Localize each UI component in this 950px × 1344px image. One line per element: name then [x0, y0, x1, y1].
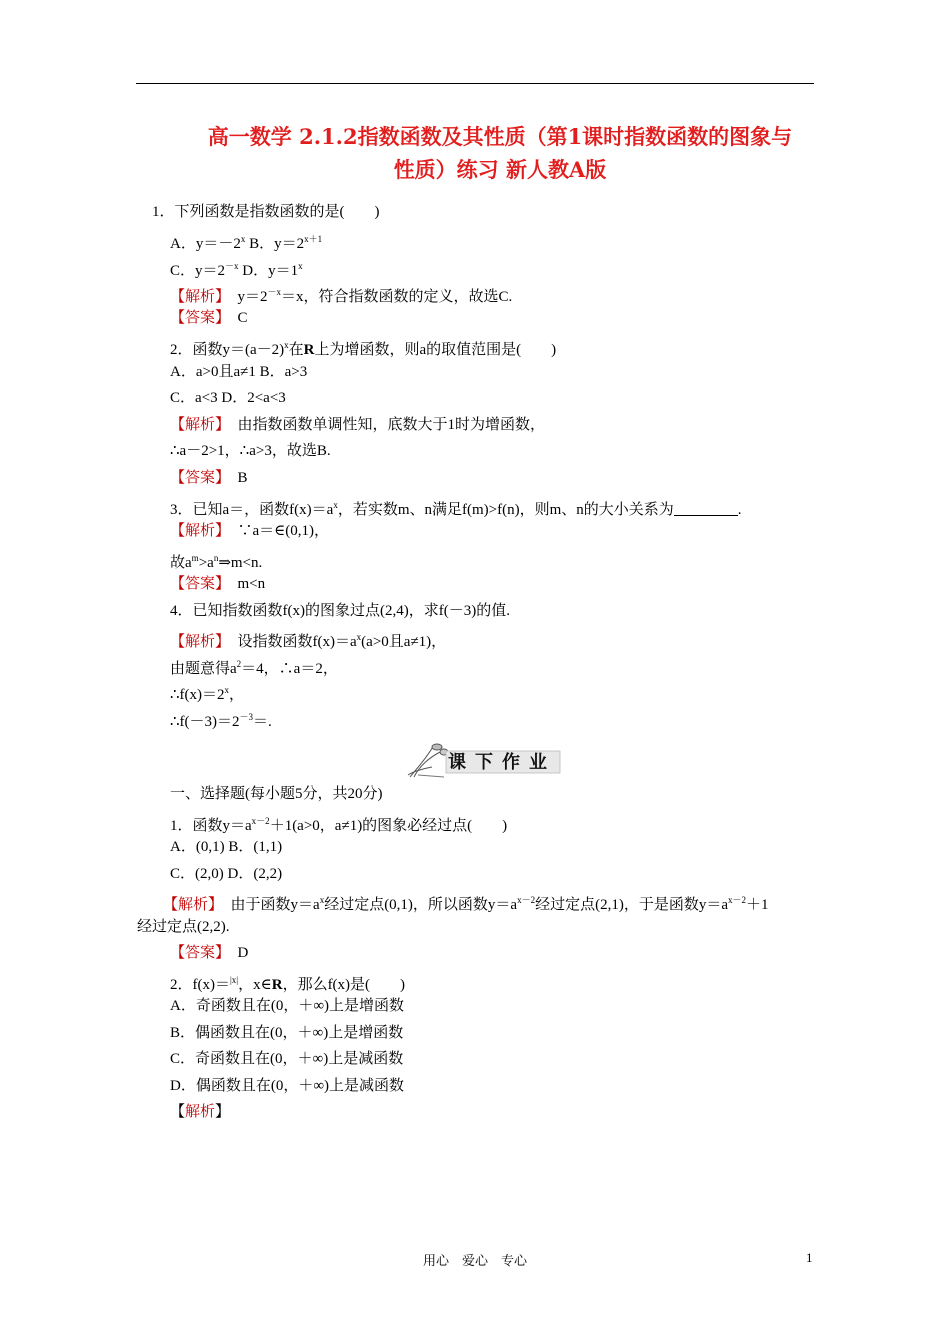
- title-line-1: 高一数学 2.1.2指数函数及其性质（第1课时指数函数的图象与: [207, 124, 793, 149]
- q2-stem: 2．函数$y=(a-2)^x$在R上为增函数，则a的取值范围是( ): [170, 340, 557, 358]
- p2-option-b: B．偶函数且在(0，＋∞)上是增函数: [170, 1025, 404, 1041]
- p1-options-ab: A．(0,1) B．(1,1): [170, 839, 283, 855]
- q1-stem: 1．下列函数是指数函数的是( ): [152, 204, 380, 220]
- p2-stem: 2．f(x)＝$^{|x|}$，x∈R，那么f(x)是( ): [170, 975, 406, 993]
- header-rule: [136, 83, 814, 84]
- analysis-tag: 【解析】: [170, 289, 223, 305]
- q3-answer: 【答案】 m<n: [170, 576, 266, 592]
- q4-analysis-3: $\therefore f(x)=2^x$，: [170, 685, 245, 703]
- q4-stem: 4．已知指数函数f(x)的图象过点(2,4)，求f(－3)的值.: [170, 603, 510, 619]
- p1-stem: 1．函数$y=a^{x-2}+1(a>0$，a≠1)的图象必经过点( ): [170, 816, 508, 834]
- q2-answer: 【答案】 B: [170, 470, 248, 486]
- p1-options-cd: C．(2,0) D．(2,2): [170, 866, 283, 882]
- analysis-tag: 【解析】: [170, 417, 223, 433]
- p1-analysis: 【解析】 由于函数$y=a^x$经过定点(0,1)，所以函数$y=a^{x-2}$经过定点(2,1)，于是函数$y=a^{x-2}+1$: [163, 895, 769, 913]
- p2-option-a: A．奇函数且在(0，＋∞)上是增函数: [170, 998, 405, 1014]
- p2-option-d: D．偶函数且在(0，＋∞)上是减函数: [170, 1078, 405, 1094]
- answer-tag: 【答案】: [170, 470, 223, 486]
- title-line-2: 性质）练习 新人教A版: [393, 157, 607, 182]
- answer-tag: 【答案】: [170, 310, 223, 326]
- p2-option-c: C．奇函数且在(0，＋∞)上是减函数: [170, 1051, 404, 1067]
- page-footer: 用心 爱心 专心: [422, 1253, 527, 1268]
- q4-analysis-4: $\therefore f(-3)=2^{-3}=$.: [170, 712, 272, 730]
- q1-analysis: 【解析】 $y=2^{-x}=x$，符合指数函数的定义，故选C.: [170, 287, 513, 305]
- p2-analysis: 【解析】: [170, 1104, 231, 1120]
- q2-options-cd: C．a<3 D．2<a<3: [170, 390, 286, 406]
- answer-tag: 【答案】: [170, 576, 223, 592]
- q3-stem: 3．已知a＝，函数$f(x)=a^x$，若实数m、n满足f(m)>f(n)，则m、n的大小关系为 .: [170, 500, 742, 518]
- answer-tag: 【答案】: [170, 945, 223, 961]
- page-number: 1: [806, 1250, 813, 1265]
- banner-title: 课下作业: [448, 752, 556, 773]
- q2-analysis: 【解析】 由指数函数单调性知，底数大于1时为增函数，: [170, 417, 546, 433]
- p1-answer: 【答案】 D: [170, 945, 249, 961]
- q1-answer: 【答案】 C: [170, 310, 248, 326]
- q4-analysis: 【解析】 设指数函数$f(x)=a^x(a>0$且a≠1)，: [170, 632, 447, 650]
- q2-analysis-2: ∴a－2>1，∴a>3，故选B.: [170, 443, 331, 459]
- q1-options-cd: C．$y=2^{-x}$ D．$y=1^x$: [170, 261, 303, 279]
- p1-analysis-2: 经过定点(2,2).: [137, 919, 230, 935]
- analysis-tag: 【解析】: [170, 634, 223, 650]
- q1-options-ab: A．$y=-2^x$ B．$y=2^{x+1}$: [170, 234, 323, 252]
- q2-options-ab: A．a>0且a≠1 B．a>3: [170, 364, 308, 380]
- q4-analysis-2: 由题意得$a^2=4$，∴a＝2，: [170, 659, 338, 677]
- document-title: [150, 120, 850, 186]
- section-heading: 一、选择题(每小题5分，共20分): [170, 786, 383, 802]
- answer-blank: [674, 501, 738, 516]
- orchid-icon: [408, 744, 448, 777]
- q3-analysis: 【解析】 ∵a＝∈(0,1)，: [170, 523, 330, 539]
- analysis-tag: 【解析】: [163, 897, 216, 913]
- analysis-tag: 【解析】: [170, 523, 223, 539]
- q3-analysis-2: 故$a^m>a^n\Rightarrow m<n$.: [170, 553, 263, 571]
